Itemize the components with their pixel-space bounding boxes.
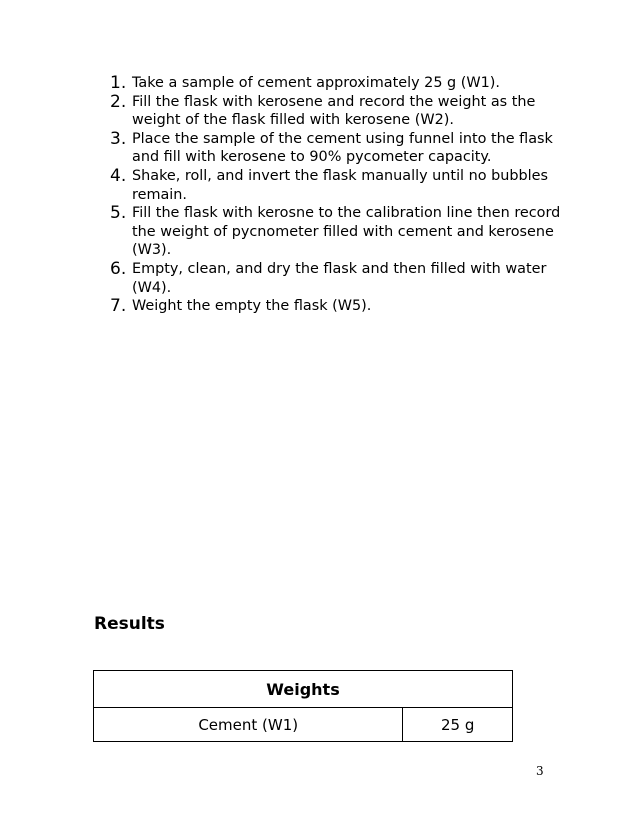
table-cell-value: 25 g	[403, 708, 513, 742]
step-number: 6.	[110, 258, 127, 279]
procedure-step	[110, 74, 570, 93]
step-number: 3.	[110, 128, 127, 149]
procedure-step	[110, 204, 570, 260]
step-number: 5.	[110, 203, 127, 224]
table-row	[94, 708, 513, 742]
table-header-weights: Weights	[94, 671, 513, 708]
step-number: 2.	[110, 91, 127, 112]
weights-table	[93, 670, 513, 742]
step-text: Weight the empty the flask (W5).	[132, 298, 372, 315]
step-number: 7.	[110, 296, 127, 317]
step-text: Take a sample of cement approximately 25 g (W1).	[132, 75, 500, 91]
page-number: 3	[536, 764, 544, 778]
procedure-step	[110, 260, 570, 297]
table-cell-label: Cement (W1)	[94, 708, 403, 742]
procedure-step	[110, 297, 570, 316]
step-number: 4.	[110, 165, 127, 186]
procedure-step	[110, 93, 570, 130]
step-text: Fill the flask with kerosne to the calibration line then record the weight of pycnometer filled with cement and kerosene (W3).	[132, 205, 561, 259]
step-text: Fill the flask with kerosene and record the weight as the weight of the flask filled with kerosene (W2).	[132, 93, 536, 129]
procedure-steps-list	[110, 74, 570, 316]
step-text: Shake, roll, and invert the flask manually until no bubbles remain.	[132, 167, 549, 203]
procedure-step	[110, 130, 570, 167]
step-number: 1.	[110, 73, 127, 93]
table-header-row	[94, 671, 513, 708]
results-heading: Results	[94, 614, 165, 634]
step-text: Place the sample of the cement using funnel into the flask and fill with kerosene to 90% pycometer capacity.	[132, 130, 553, 166]
procedure-step	[110, 167, 570, 204]
step-text: Empty, clean, and dry the flask and then filled with water (W4).	[132, 260, 547, 296]
